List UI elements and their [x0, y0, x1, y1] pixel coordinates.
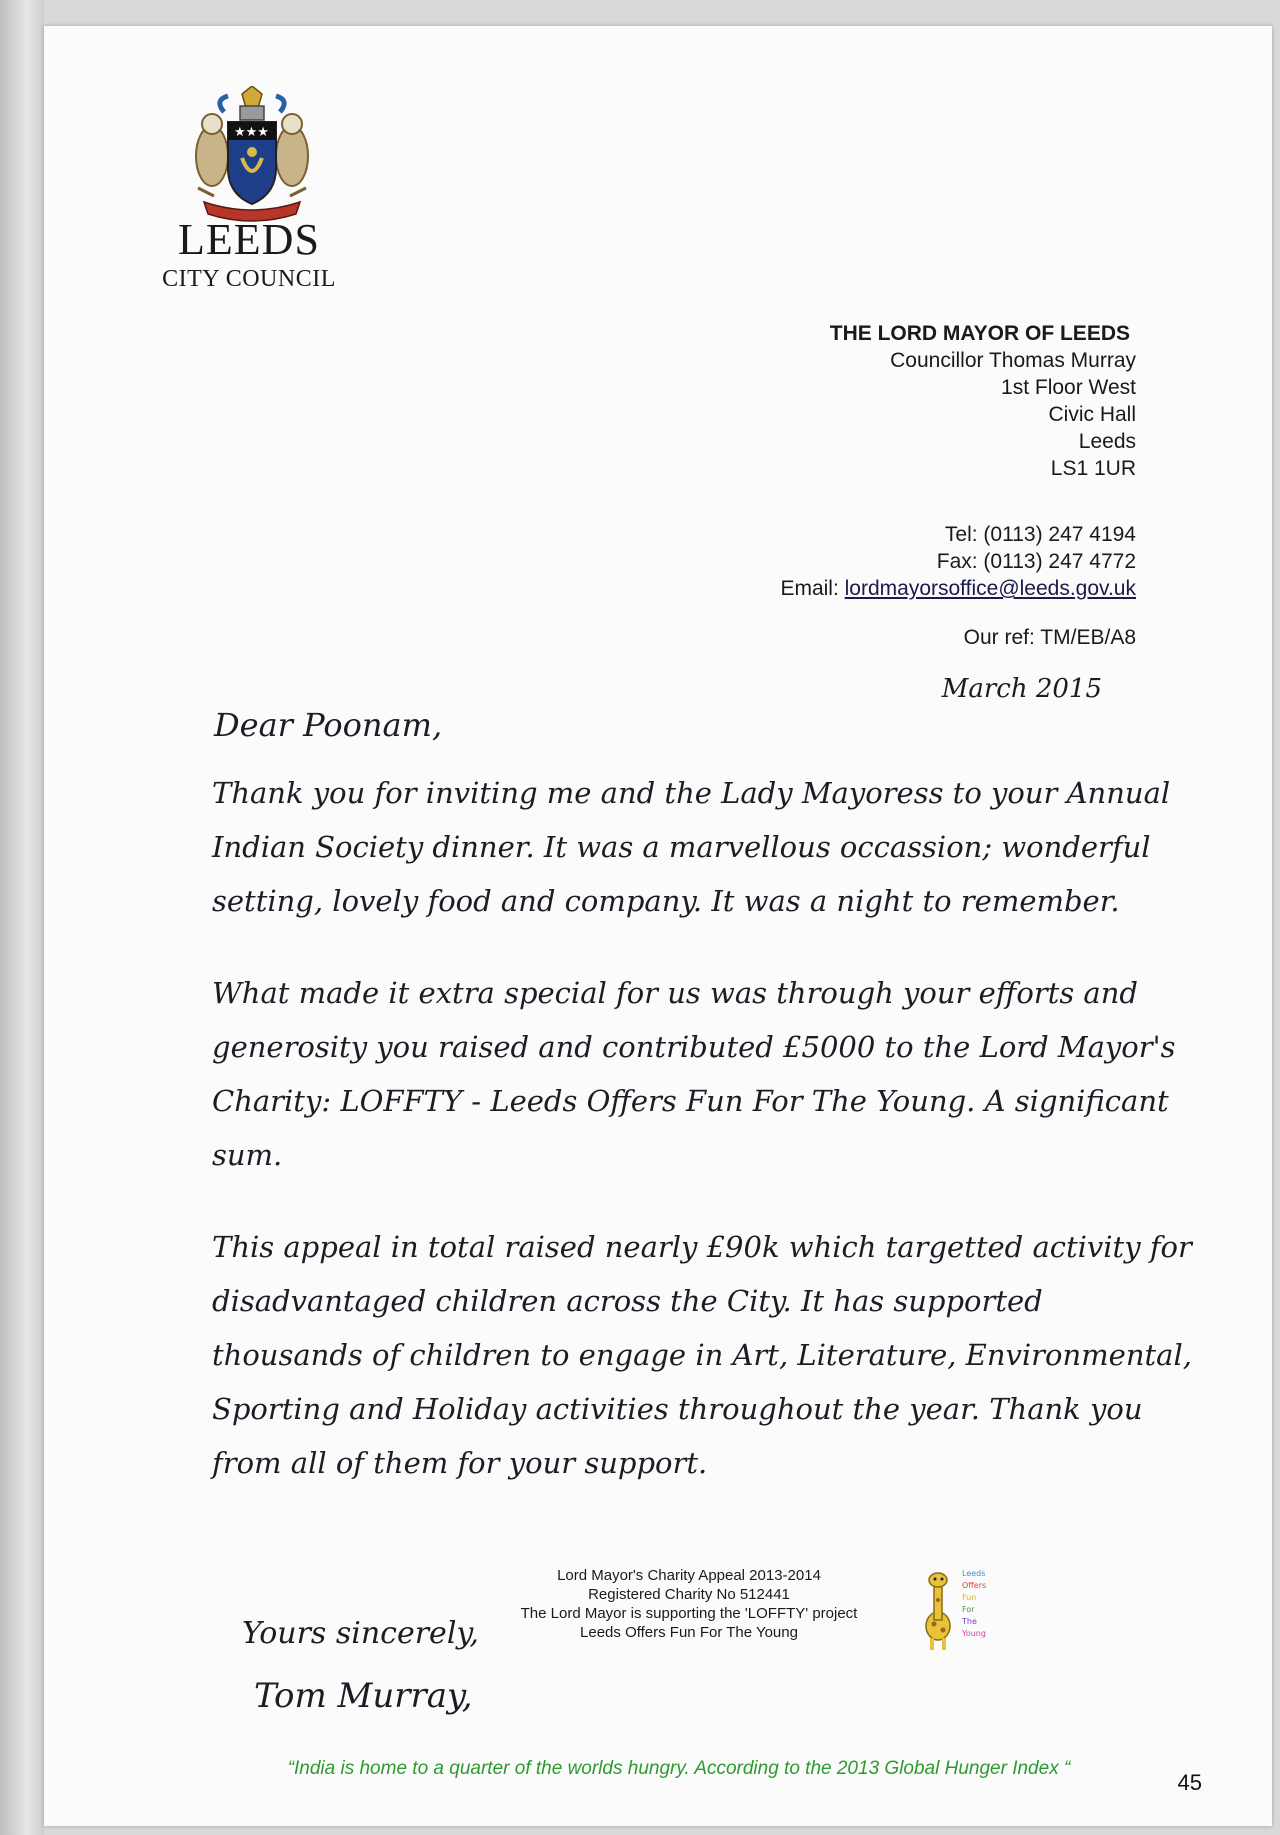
address-line-3: Leeds: [1078, 430, 1136, 453]
svg-text:Young: Young: [962, 1629, 986, 1638]
telephone: Tel: (0113) 247 4194: [944, 523, 1136, 546]
council-name-block: [144, 216, 354, 294]
book-page: [44, 26, 1272, 1826]
svg-text:★★★: ★★★: [234, 125, 269, 140]
svg-text:Fun: Fun: [962, 1593, 977, 1602]
fax: Fax: (0113) 247 4772: [936, 550, 1136, 573]
email-line: [616, 575, 1136, 602]
reference: Our ref: TM/EB/A8: [963, 626, 1136, 649]
signature: Tom Murray,: [254, 1676, 473, 1716]
sender-name: Councillor Thomas Murray: [890, 349, 1136, 372]
council-subtitle: CITY COUNCIL: [162, 266, 336, 292]
letter-date: March 2015: [941, 674, 1102, 704]
charity-info: [484, 1566, 894, 1642]
salutation: Dear Poonam,: [214, 706, 443, 744]
council-name: LEEDS: [178, 215, 320, 264]
svg-text:Offers: Offers: [962, 1581, 987, 1590]
charity-line-3: The Lord Mayor is supporting the 'LOFFTY' project: [520, 1605, 858, 1622]
body-paragraph-2: What made it extra special for us was through your efforts and generosity you raised and contributed £5000 to the Lord Mayor's Charity: LOFFTY - Leeds Offers Fun For The Young. A significant sum.: [212, 976, 1176, 1172]
sender-title: THE LORD MAYOR OF LEEDS: [829, 322, 1130, 345]
giraffe-logo-icon: [916, 1564, 1006, 1654]
address-line-1: 1st Floor West: [1001, 376, 1136, 399]
email-link[interactable]: lordmayorsoffice@leeds.gov.uk: [844, 577, 1136, 600]
book-spine: [0, 0, 44, 1835]
page-number: 45: [1177, 1770, 1202, 1795]
leeds-coat-of-arms-icon: [184, 86, 320, 228]
postcode: LS1 1UR: [1050, 457, 1136, 480]
charity-line-4: Leeds Offers Fun For The Young: [580, 1624, 798, 1641]
letter-body: [212, 766, 1202, 1528]
footer-quote: “India is home to a quarter of the worlds hungry. According to the 2013 Global Hunger Index “: [287, 1758, 1071, 1779]
body-paragraph-1: Thank you for inviting me and the Lady Mayoress to your Annual Indian Society dinner. It was a marvellous occassion; wonderful setting, lovely food and company. It was a night to remember.: [212, 776, 1171, 918]
charity-line-1: Lord Mayor's Charity Appeal 2013-2014: [557, 1567, 821, 1584]
closing: Yours sincerely,: [242, 1616, 479, 1651]
svg-text:Leeds: Leeds: [962, 1569, 986, 1578]
svg-text:The: The: [962, 1617, 977, 1626]
address-line-2: Civic Hall: [1048, 403, 1136, 426]
email-label: Email:: [780, 577, 839, 600]
svg-text:For: For: [962, 1605, 975, 1614]
body-paragraph-3: This appeal in total raised nearly £90k which targetted activity for disadvantaged children across the City. It has supported thousands of children to engage in Art, Literature, Environmental, Sporting and Holiday activities throughout the year. Thank you from all of them for your support.: [212, 1230, 1192, 1480]
sender-address: [616, 320, 1136, 651]
charity-line-2: Registered Charity No 512441: [588, 1586, 790, 1603]
